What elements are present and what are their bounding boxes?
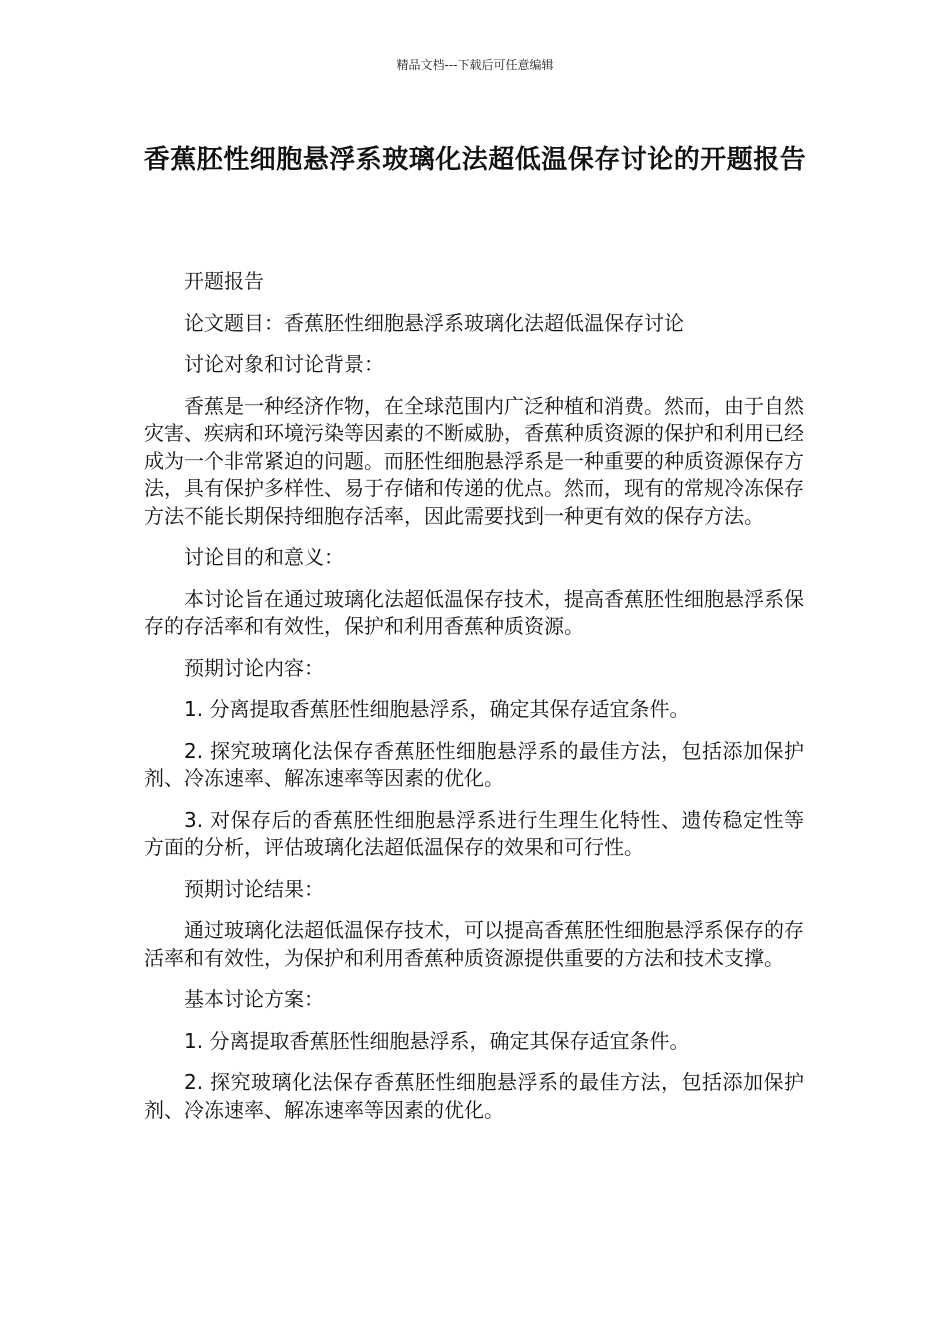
section-label-proposal: 开题报告: [184, 269, 264, 293]
content-item-3: 3. 对保存后的香蕉胚性细胞悬浮系进行生理生化特性、遗传稳定性等方面的分析，评估玻璃化法超低温保存的效果和可行性。: [144, 807, 804, 859]
plan-item-2: 2. 探究玻璃化法保存香蕉胚性细胞悬浮系的最佳方法，包括添加保护剂、冷冻速率、解冻速率等因素的优化。: [144, 1070, 804, 1122]
thesis-title-line: 论文题目：香蕉胚性细胞悬浮系玻璃化法超低温保存讨论: [184, 310, 684, 335]
plan-item-1: 1. 分离提取香蕉胚性细胞悬浮系，确定其保存适宜条件。: [184, 1028, 690, 1053]
content-item-2: 2. 探究玻璃化法保存香蕉胚性细胞悬浮系的最佳方法，包括添加保护剂、冷冻速率、解冻速率等因素的优化。: [144, 738, 804, 790]
content-item-1: 1. 分离提取香蕉胚性细胞悬浮系，确定其保存适宜条件。: [184, 697, 690, 721]
section-heading-plan: 基本讨论方案：: [184, 987, 324, 1011]
page-header: 精品文档---下载后可任意编辑: [396, 58, 554, 72]
section-heading-purpose: 讨论目的和意义：: [184, 545, 344, 569]
section-heading-background: 讨论对象和讨论背景：: [184, 352, 384, 376]
document-body: [144, 268, 804, 1138]
paragraph-purpose: 本讨论旨在通过玻璃化法超低温保存技术，提高香蕉胚性细胞悬浮系保存的存活率和有效性，保护和利用香蕉种质资源。: [144, 586, 804, 638]
section-heading-results: 预期讨论结果：: [184, 876, 324, 901]
paragraph-results: 通过玻璃化法超低温保存技术，可以提高香蕉胚性细胞悬浮系保存的存活率和有效性，为保护和利用香蕉种质资源提供重要的方法和技术支撑。: [144, 918, 804, 970]
document-title: 香蕉胚性细胞悬浮系玻璃化法超低温保存讨论的开题报告: [143, 145, 807, 175]
paragraph-background: 香蕉是一种经济作物，在全球范围内广泛种植和消费。然而，由于自然灾害、疾病和环境污染等因素的不断威胁，香蕉种质资源的保护和利用已经成为一个非常紧迫的问题。而胚性细胞悬浮系是一种重要的种质资源保存方法，具有保护多样性、易于存储和传递的优点。然而，现有的常规冷冻保存方法不能长期保持细胞存活率，因此需要找到一种更有效的保存方法。: [144, 393, 804, 528]
section-heading-content: 预期讨论内容：: [184, 655, 324, 680]
